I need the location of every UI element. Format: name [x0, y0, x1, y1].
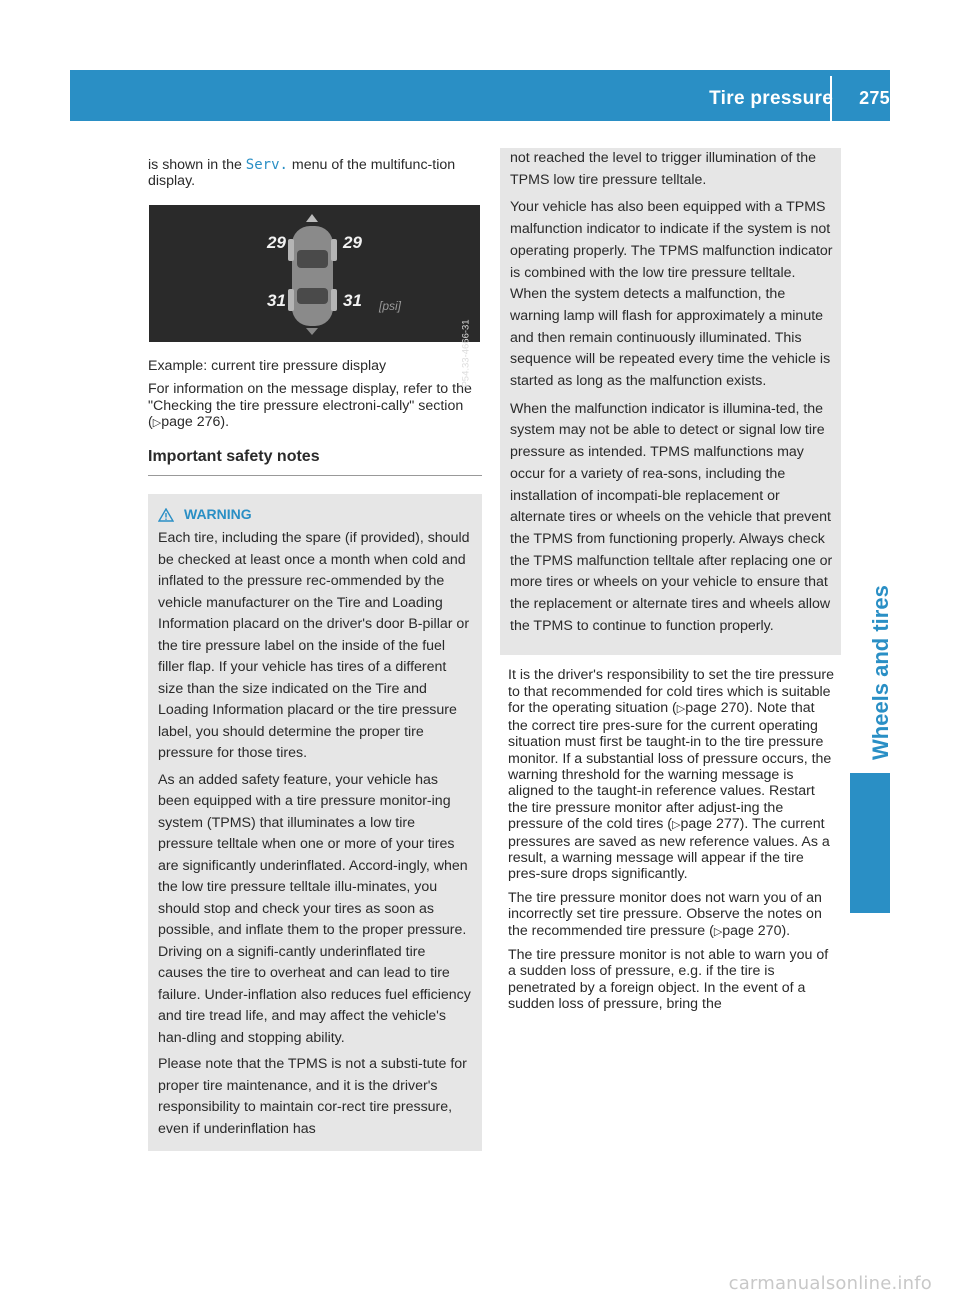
warning-continued-paragraph-1: not reached the level to trigger illumination of the TPMS low tire pressure telltale. — [510, 150, 817, 188]
warning-paragraph-2: As an added safety feature, your vehicle has been equipped with a tire pressure monitor-ing system (TPMS) that illuminates a low tire pressure telltale when one or more of your tires are significantly underinflated. Accord-ingly, when the low tire pressure telltale illu-minates, you should stop and check your tires as soon as possible, and inflate them to the proper pressure. Driving on a signifi-cantly underinflated tire causes the tire to overheat and can lead to tire failure. Under-inflation also reduces fuel efficiency and tire tread life, and may affect the vehicle's han-dling and stopping ability. — [158, 771, 471, 1046]
side-tab-label: Wheels and tires — [868, 585, 893, 760]
page-ref-arrow-icon: ▷ — [152, 417, 162, 430]
footer-watermark: carmanualsonline.info — [728, 1273, 932, 1294]
info-paragraph: For information on the message display, refer to the "Checking the tire pressure electroni-cally" section (▷page 276). — [148, 381, 472, 431]
warning-paragraph-3: Please note that the TPMS is not a substi-tute for proper tire maintenance, and it is the driver's responsibility to maintain cor-rect tire pressure, even if underinflation has — [158, 1056, 467, 1137]
body-paragraph-1: It is the driver's responsibility to set the tire pressure to that recommended for cold tires which is suitable for the operating situation (▷page 270). Note that the correct tire pres-sure for the current operating situation must first be taught-in to the tire pressure monitor. If a substantial loss of pressure occurs, the warning threshold for the warning message is aligned to the taught-in reference values. Restart the tire pressure monitor after adjust-ing the pressure of the cold tires (▷page 277). The current pressures are saved as new reference values. As a result, a warning message will appear if the tire pres-sure drops significantly. — [508, 667, 835, 883]
intro-paragraph: is shown in the Serv. menu of the multifunc-tion display. — [148, 157, 456, 190]
image-caption: Example: current tire pressure display — [148, 357, 387, 374]
rear-left-pressure: 31 — [267, 290, 286, 310]
warning-triangle-icon — [158, 508, 174, 522]
warning-box — [148, 494, 482, 1152]
section-heading: Important safety notes — [148, 449, 482, 475]
serv-menu-code: Serv. — [245, 157, 288, 173]
rear-right-pressure: 31 — [343, 290, 362, 310]
side-tab-box — [850, 773, 890, 913]
image-code: P54.33-4666-31 — [460, 319, 472, 388]
right-body-text — [508, 667, 836, 1012]
warning-box-continued — [500, 148, 841, 655]
warning-continued-paragraph-3: When the malfunction indicator is illumina-ted, the system may not be able to detect or signal low tire pressure as intended. TPMS malfunctions may occur for a variety of rea-sons, including the installation of incompati-ble replacement or alternate tires or wheels on the vehicle that prevent the TPMS from functioning properly. Always check the TPMS malfunction telltale after replacing one or more tires or wheels on your vehicle to ensure that the replacement or alternate tires and wheels allow the TPMS to continue to function properly. — [510, 400, 833, 634]
car-top-view-icon — [149, 205, 480, 342]
left-column — [148, 157, 482, 1151]
body-paragraph-2: The tire pressure monitor does not warn you of an incorrectly set tire pressure. Observe the notes on the recommended tire pressure (▷page 270). — [508, 889, 822, 939]
warning-paragraph-1: Each tire, including the spare (if provided), should be checked at least once a month when cold and inflated to the pressure rec-ommended by the vehicle manufacturer on the Tire and Loading Information placard on the driver's door B-pillar or the tire pressure label on the inside of the fuel filler flap. If your vehicle has tires of a different size than the size indicated on the Tire and Loading Information placard or the tire pressure label, you should determine the proper tire pressure for those tires. — [158, 530, 470, 762]
page-number: 275 — [859, 88, 890, 108]
warning-title: WARNING — [158, 504, 472, 526]
page-ref-arrow-icon: ▷ — [676, 703, 686, 716]
page-header — [709, 88, 890, 110]
pressure-unit: [psi] — [379, 298, 402, 313]
page-ref-arrow-icon: ▷ — [672, 819, 681, 832]
right-column — [508, 150, 836, 1020]
page-ref-arrow-icon: ▷ — [713, 925, 723, 938]
body-paragraph-3: The tire pressure monitor is not able to warn you of a sudden loss of pressure, e.g. if the tire is penetrated by a foreign object. In the event of a sudden loss of pressure, bring the — [508, 946, 829, 1013]
warning-continued-paragraph-2: Your vehicle has also been equipped with a TPMS malfunction indicator to indicate if the system is not operating properly. The TPMS malfunction indicator is combined with the low tire pressure telltale. When the system detects a malfunction, the warning lamp will flash for approximately a minute and then remain continuously illuminated. This sequence will be repeated every time the vehicle is started as long as the malfunction exists. — [510, 199, 833, 390]
page-title: Tire pressure — [709, 88, 834, 109]
front-right-pressure: 29 — [343, 232, 362, 252]
front-left-pressure: 29 — [267, 232, 286, 252]
